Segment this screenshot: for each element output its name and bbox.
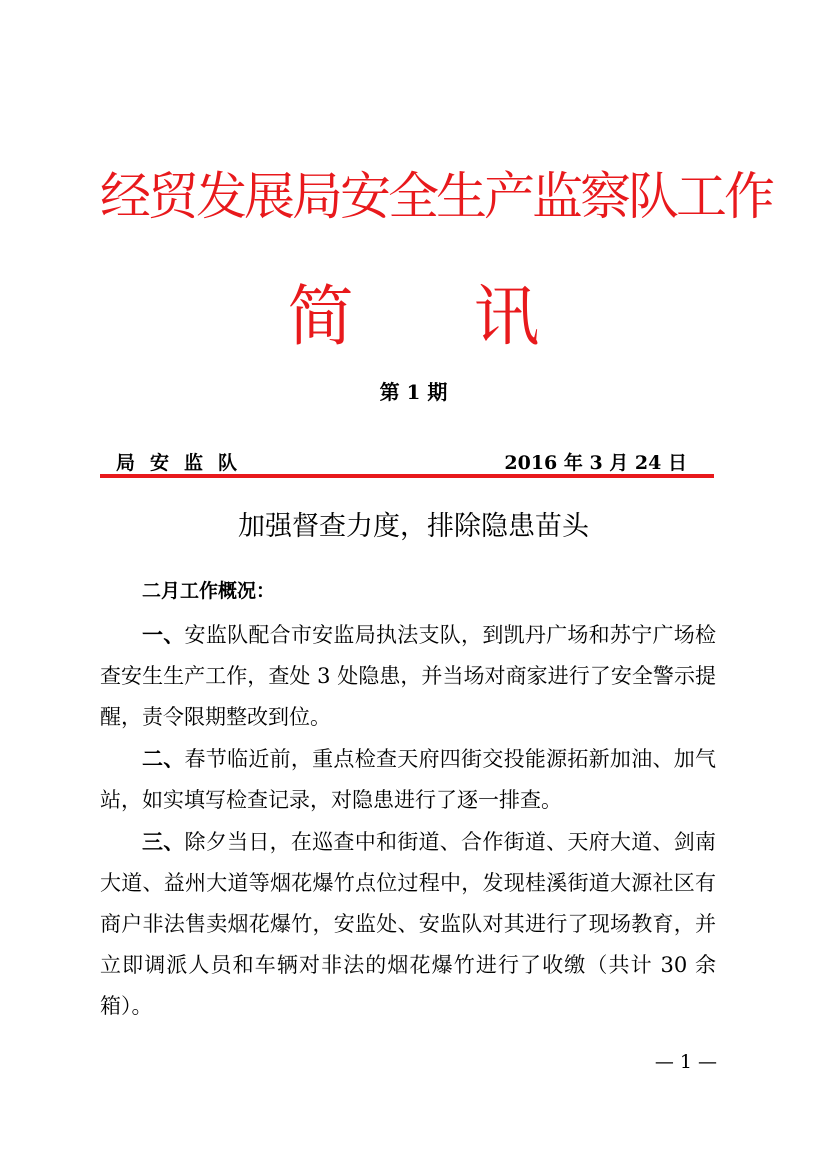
masthead-title: 经贸发展局安全生产监察队工作 (100, 168, 773, 227)
paragraph-text: 除夕当日，在巡查中和街道、合作街道、天府大道、剑南大道、益州大道等烟花爆竹点位过程中，发现桂溪街道大源社区有商户非法售卖烟花爆竹，安监处、安监队对其进行了现场教育，并立即调派人员和车辆对非法的烟花爆竹进行了收缴（共计 30 余箱）。 (100, 830, 717, 1018)
masthead-char-1: 简 (287, 278, 354, 355)
paragraph (100, 821, 716, 1027)
issue-number: 第 1 期 (379, 380, 448, 404)
paragraph-text: 安监队配合市安监局执法支队，到凯丹广场和苏宁广场检查安生生产工作，查处 3 处隐患，并当场对商家进行了安全警示提醒，责令限期整改到位。 (100, 623, 717, 729)
paragraph (100, 738, 716, 821)
paragraph-lead: 一、 (142, 622, 185, 647)
article-title: 加强督查力度，排除隐患苗头 (238, 511, 589, 542)
paragraph (100, 614, 716, 738)
paragraph-text: 春节临近前，重点检查天府四街交投能源拓新加油、加气站，如实填写检查记录，对隐患进行了逐一排查。 (100, 747, 717, 812)
publish-date: 2016 年 3 月 24 日 (504, 452, 687, 474)
paragraph-lead: 二、 (142, 746, 185, 771)
page-number: — 1 — (654, 1051, 717, 1073)
paragraph-lead: 三、 (142, 829, 185, 854)
red-divider-rule (100, 474, 714, 478)
masthead-char-2: 讯 (473, 278, 540, 355)
publisher: 局安监队 (116, 452, 253, 474)
article-body (100, 614, 716, 1027)
masthead-subtitle (0, 278, 827, 355)
section-heading: 二月工作概况： (142, 580, 276, 602)
